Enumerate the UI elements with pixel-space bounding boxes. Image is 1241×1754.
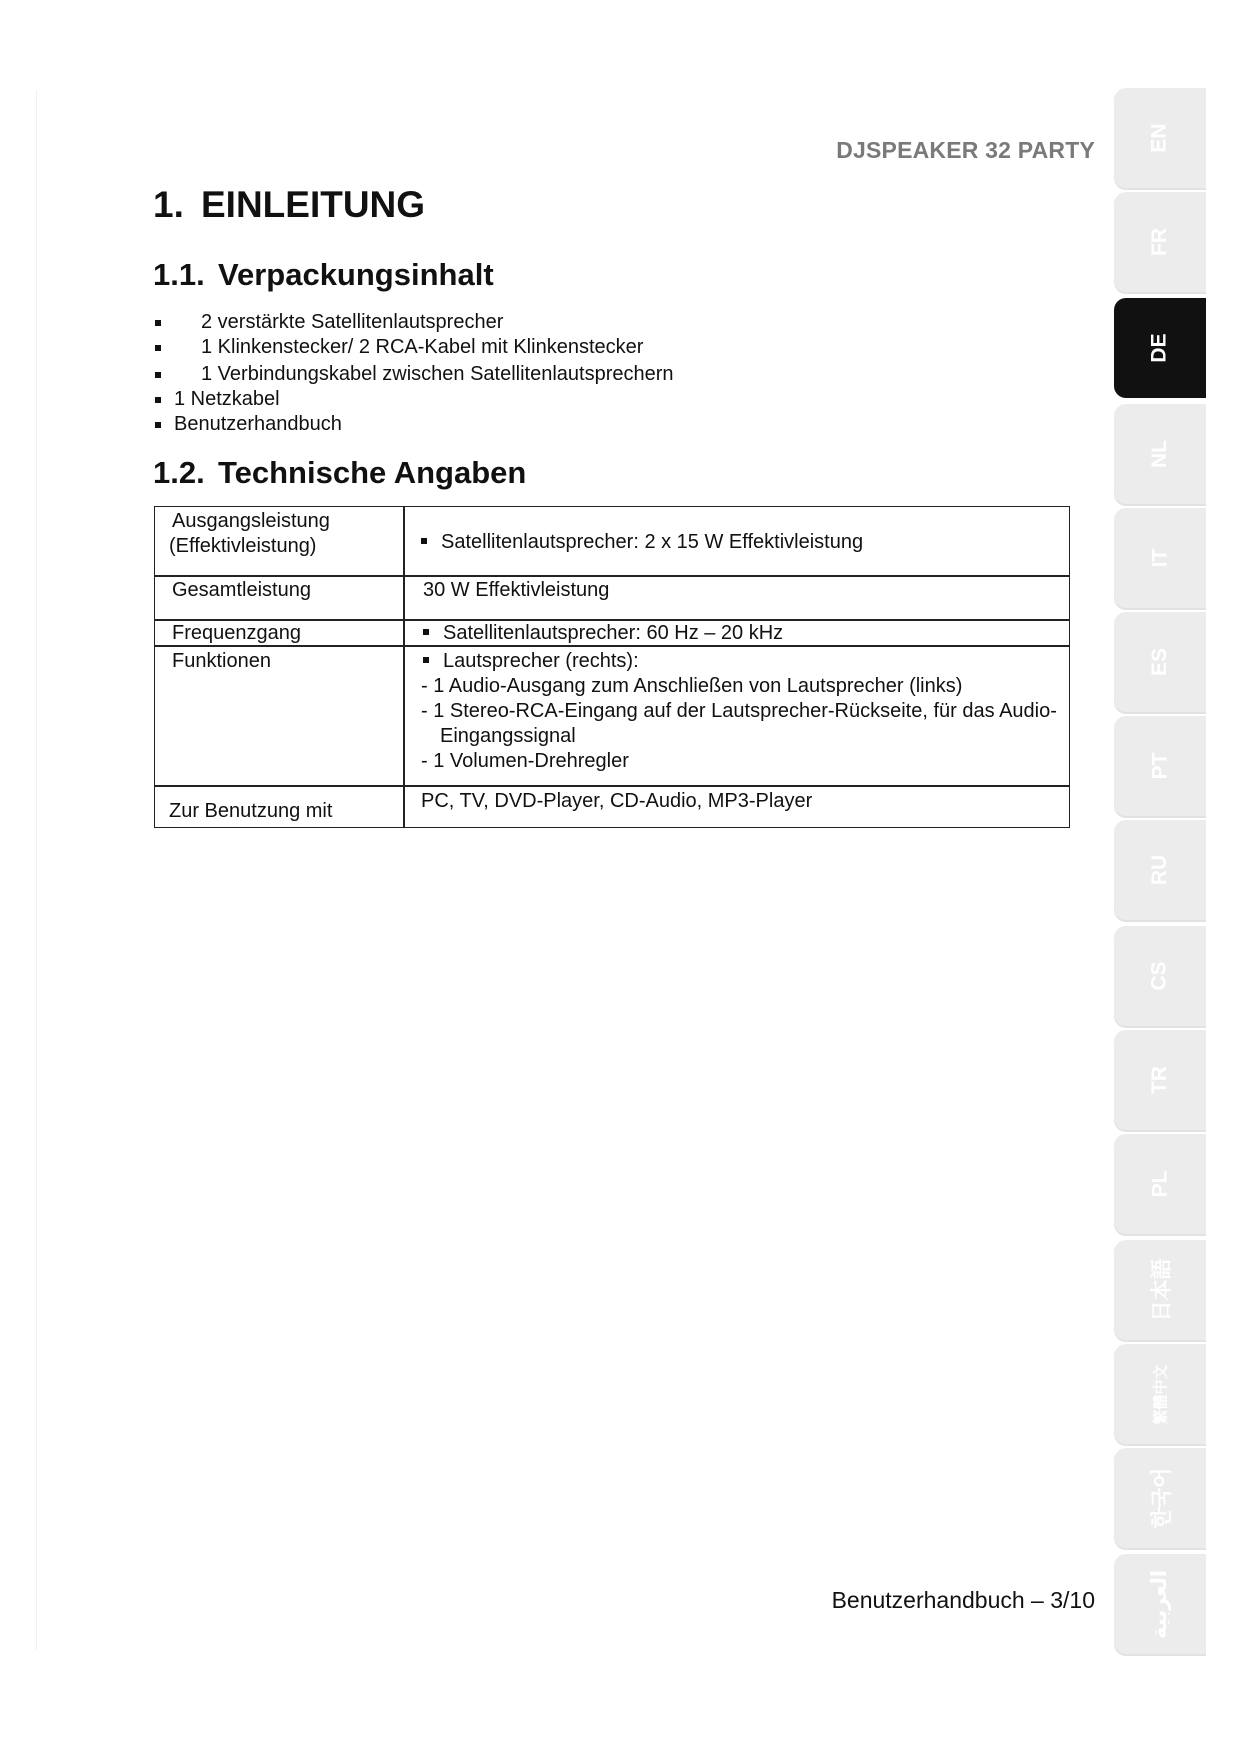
spec-label-frequency: Frequenzgang bbox=[172, 622, 301, 644]
spec-label-output-power: Ausgangsleistung bbox=[172, 510, 330, 532]
section-1-1-title: Verpackungsinhalt bbox=[218, 257, 494, 292]
section-1-number: 1. bbox=[153, 184, 184, 225]
tab-language-de[interactable]: DE bbox=[1114, 298, 1206, 398]
section-1-heading bbox=[153, 184, 425, 226]
spec-value-usage: PC, TV, DVD-Player, CD-Audio, MP3-Player bbox=[421, 790, 813, 812]
section-1-1-number: 1.1. bbox=[153, 257, 205, 292]
spec-value-total-power: 30 W Effektivleistung bbox=[423, 579, 610, 601]
tab-language-pt[interactable]: PT bbox=[1114, 716, 1206, 816]
spec-label-usage: Zur Benutzung mit bbox=[169, 800, 333, 822]
spec-value-functions-line: - 1 Volumen-Drehregler bbox=[421, 750, 629, 772]
tab-language-it[interactable]: IT bbox=[1114, 508, 1206, 608]
tab-language-ko[interactable]: 한국어 bbox=[1114, 1448, 1206, 1548]
tab-language-ar[interactable]: العربية bbox=[1114, 1554, 1206, 1654]
tab-language-es[interactable]: ES bbox=[1114, 612, 1206, 712]
tab-language-cs[interactable]: CS bbox=[1114, 926, 1206, 1026]
spec-value-frequency: Satellitenlautsprecher: 60 Hz – 20 kHz bbox=[423, 621, 783, 646]
spec-value-functions-line: - 1 Audio-Ausgang zum Anschließen von Lautsprecher (links) bbox=[421, 675, 963, 697]
spec-value-functions-line: Eingangssignal bbox=[440, 725, 576, 747]
tab-language-fr[interactable]: FR bbox=[1114, 192, 1206, 292]
table-row-divider bbox=[155, 785, 1069, 787]
tab-language-ja[interactable]: 日本語 bbox=[1114, 1240, 1206, 1340]
spec-label-output-power-rms: (Effektivleistung) bbox=[169, 535, 317, 557]
tab-language-zh[interactable]: 繁體中文 bbox=[1114, 1344, 1206, 1444]
spec-label-functions: Funktionen bbox=[172, 650, 271, 672]
tab-language-tr[interactable]: TR bbox=[1114, 1030, 1206, 1130]
spec-label-total-power: Gesamtleistung bbox=[172, 579, 311, 601]
section-1-2-heading bbox=[153, 455, 526, 491]
section-1-title: EINLEITUNG bbox=[201, 184, 426, 225]
tab-language-nl[interactable]: NL bbox=[1114, 404, 1206, 504]
tab-language-en[interactable]: EN bbox=[1114, 88, 1206, 188]
spec-value-output-power: Satellitenlautsprecher: 2 x 15 W Effektivleistung bbox=[421, 530, 863, 555]
specifications-table bbox=[154, 506, 1070, 828]
tab-language-pl[interactable]: PL bbox=[1114, 1134, 1206, 1234]
page-footer: Benutzerhandbuch – 3/10 bbox=[831, 1587, 1095, 1613]
table-row-divider bbox=[155, 575, 1069, 577]
section-1-2-title: Technische Angaben bbox=[218, 455, 527, 490]
spec-value-functions-title: Lautsprecher (rechts): bbox=[423, 649, 639, 674]
section-1-2-number: 1.2. bbox=[153, 455, 205, 490]
spec-value-functions-line: - 1 Stereo-RCA-Eingang auf der Lautsprecher-Rückseite, für das Audio- bbox=[421, 700, 1057, 722]
tab-language-ru[interactable]: RU bbox=[1114, 820, 1206, 920]
product-name-header: DJSPEAKER 32 PARTY bbox=[836, 137, 1095, 163]
section-1-1-heading bbox=[153, 257, 494, 293]
page-edge-line bbox=[36, 90, 37, 1650]
table-column-divider bbox=[403, 507, 405, 827]
